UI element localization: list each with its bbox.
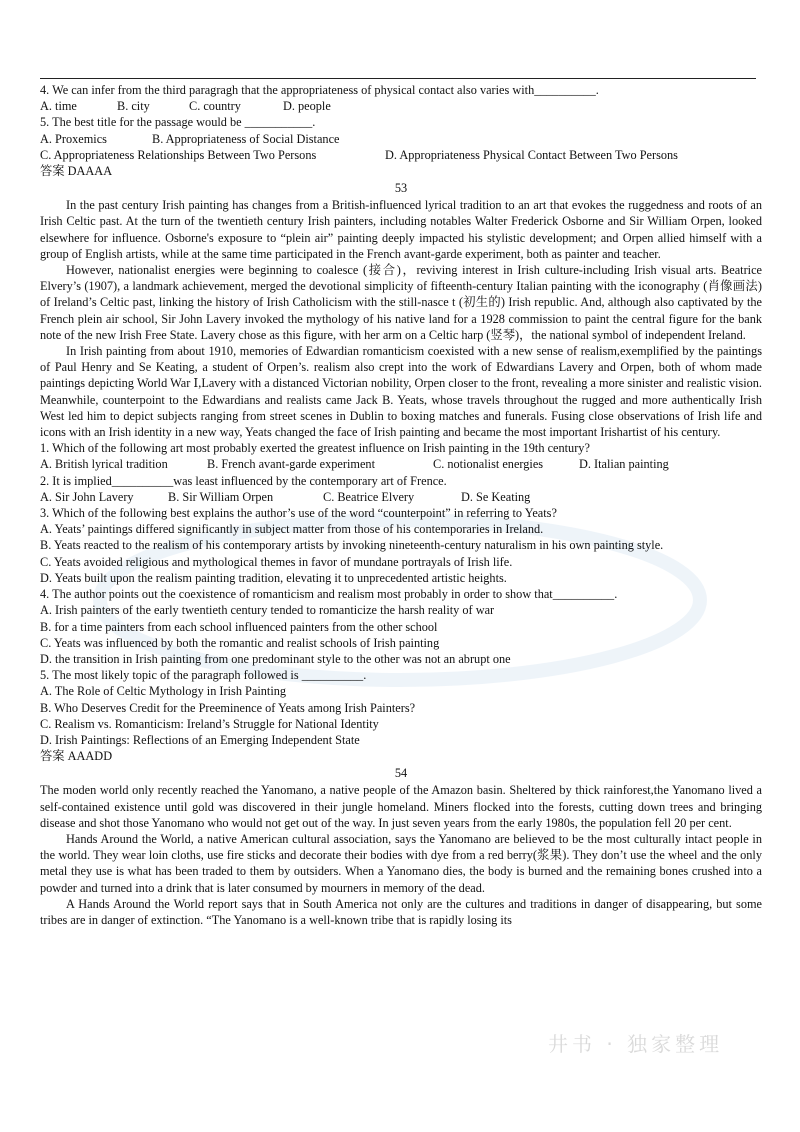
question-stem: 1. Which of the following art most probably exerted the greatest influence on Irish painting in the 19th century? [40,441,590,456]
question-stem: 5. The most likely topic of the paragraph followed is __________. [40,668,367,683]
option: A. Irish painters of the early twentieth century tended to romanticize the harsh reality of war [40,603,495,618]
prev-q5-options-row2 [40,147,762,163]
option: A. British lyrical tradition [40,457,168,472]
option: A. The Role of Celtic Mythology in Irish Painting [40,684,287,699]
option: C. notionalist energies [433,457,544,472]
prev-answer: 答案 DAAAA [40,164,113,179]
answer-key: 答案 AAADD [40,749,113,764]
option: B. Yeats reacted to the realism of his contemporary artists by invoking nineteenth-century naturalism in his own painting style. [40,538,664,553]
prev-q5-stem: 5. The best title for the passage would be ___________. [40,115,316,130]
option: B. Appropriateness of Social Distance [152,131,340,146]
option: B. Sir William Orpen [168,489,274,504]
option: B. city [117,99,150,114]
document-page [40,82,762,928]
option: A. Yeats’ paintings differed significantly in subject matter from those of his contemporaries in Ireland. [40,522,544,537]
paragraph: In the past century Irish painting has changes from a British-influenced lyrical tradition to an art that evokes the ruggedness and roots of an Irish Celtic past. At the turn of the twentieth century Irish painters, including notables Walter Frederick Osborne and Sir William Orpen, looked elsewhere for influence. Osborne's exposure to “plein air” painting deeply impacted his stylistic development; and Orpen allied himself with a group of English artists, while at the same time participated in the French avant-garde experiment, both as painter and teacher. [40,198,762,261]
paragraph: However, nationalist energies were beginning to coalesce (接合)，reviving interest in Irish culture-including Irish visual arts. Beatrice Elvery’s (1907), a landmark achievement, merged the devotional simplicity of fifteenth-century Italian painting with the iconography (肖像画法) of Ireland’s Celtic past, linking the history of Irish Catholicism with the still-nasce t (初生的) Irish republic. And, although also captivated by the French plein air school, Sir John Lavery invoked the mythology of his native land for a 1928 commission to paint the central figure for the bank note of the new Irish Free State. Lavery chose as this figure, with her arm on a Celtic harp (竖琴)，the national symbol of independent Ireland. [40,263,762,342]
paragraph: In Irish painting from about 1910, memories of Edwardian romanticism coexisted with a new sense of realism,exemplified by the paintings of Paul Henry and Se Keating, a student of Orpen’s. realism also crept into the work of Edwardians Lavery and Orpen, both of whom made paintings depicting World War Ⅰ,Lavery with a distanced Victorian nobility, Orpen closer to the front, revealing a more sinister and realistic vision. Meanwhile, counterpoint to the Edwardians and realists came Jack B. Yeats, whose travels throughout the rugged and more authentically Irish West led him to depict subjects ranging from street scenes in Dublin to boxing matches and funerals. Fusing close observations of Irish life and icons with an Irish identity in a new way, Yeats changed the face of Irish painting and became the most important Irishartist of his century. [40,344,762,440]
option: B. for a time painters from each school influenced painters from the other school [40,619,438,634]
option: D. Appropriateness Physical Contact Between Two Persons [385,147,678,162]
paragraph: The moden world only recently reached the Yanomano, a native people of the Amazon basin. Sheltered by thick rainforest,the Yanomano lived a self-contained existence until gold was discovered in their jungle homeland. Miners flocked into the forests, cutting down trees and bringing disease and shot those Yanomano who would not get out of the way. In just seven years from the early 1980s, the population fell 20 per cent. [40,783,762,830]
option: C. Beatrice Elvery [323,489,415,504]
watermark-text: 井书 · 独家整理 [548,1032,724,1056]
question-stem: 2. It is implied__________was least influenced by the contemporary art of Frence. [40,473,447,488]
option: D. people [283,99,331,114]
prev-q5-options-row1 [40,131,762,147]
paragraph: Hands Around the World, a native American cultural association, says the Yanomano are believed to be the most culturally intact people in the world. They wear loin cloths, use fire sticks and decorate their bodies with dye from a red berry(浆果). They don’t use the wheel and the only metal they use is what has been traded to them by outsiders. When a Yanomano dies, the body is burned and the remaining bones crushed into a powder and turned into a drink that is later consumed by mourners in memory of the dead. [40,831,762,895]
question-options [40,489,762,505]
option: D. the transition in Irish painting from one predominant style to the other was not an abrupt one [40,651,511,666]
question-stem: 3. Which of the following best explains the author’s use of the word “counterpoint” in referring to Yeats? [40,506,557,521]
passage-number: 54 [394,766,408,781]
option: B. French avant-garde experiment [207,457,375,472]
option: C. Yeats avoided religious and mythological themes in favor of mundane portrayals of Irish life. [40,554,513,569]
option: C. Yeats was influenced by both the romantic and realist schools of Irish painting [40,635,440,650]
question-stem: 4. The author points out the coexistence of romanticism and realism most probably in order to show that__________. [40,587,618,602]
option: B. Who Deserves Credit for the Preeminence of Yeats among Irish Painters? [40,700,416,715]
option: D. Irish Paintings: Reflections of an Emerging Independent State [40,732,360,747]
option: A. Sir John Lavery [40,489,134,504]
option: D. Se Keating [461,489,531,504]
option: C. Realism vs. Romanticism: Ireland’s Struggle for National Identity [40,716,379,731]
top-rule [40,78,756,79]
option: A. Proxemics [40,131,107,146]
prev-q4-options [40,98,762,114]
option: C. Appropriateness Relationships Between Two Persons [40,147,317,162]
passage-number: 53 [394,181,408,196]
prev-q4-stem: 4. We can infer from the third paragragh that the appropriateness of physical contact also varies with__________. [40,83,599,97]
option: D. Yeats built upon the realism painting tradition, elevating it to unprecedented artistic heights. [40,570,507,585]
option: D. Italian painting [579,457,669,472]
paragraph: A Hands Around the World report says that in South America not only are the cultures and traditions in danger of disappearing, but some tribes are in danger of extinction. “The Yanomano is a well-known tribe that is rapidly losing its [40,896,762,927]
option: C. country [189,99,241,114]
option: A. time [40,99,77,114]
question-options [40,456,762,472]
